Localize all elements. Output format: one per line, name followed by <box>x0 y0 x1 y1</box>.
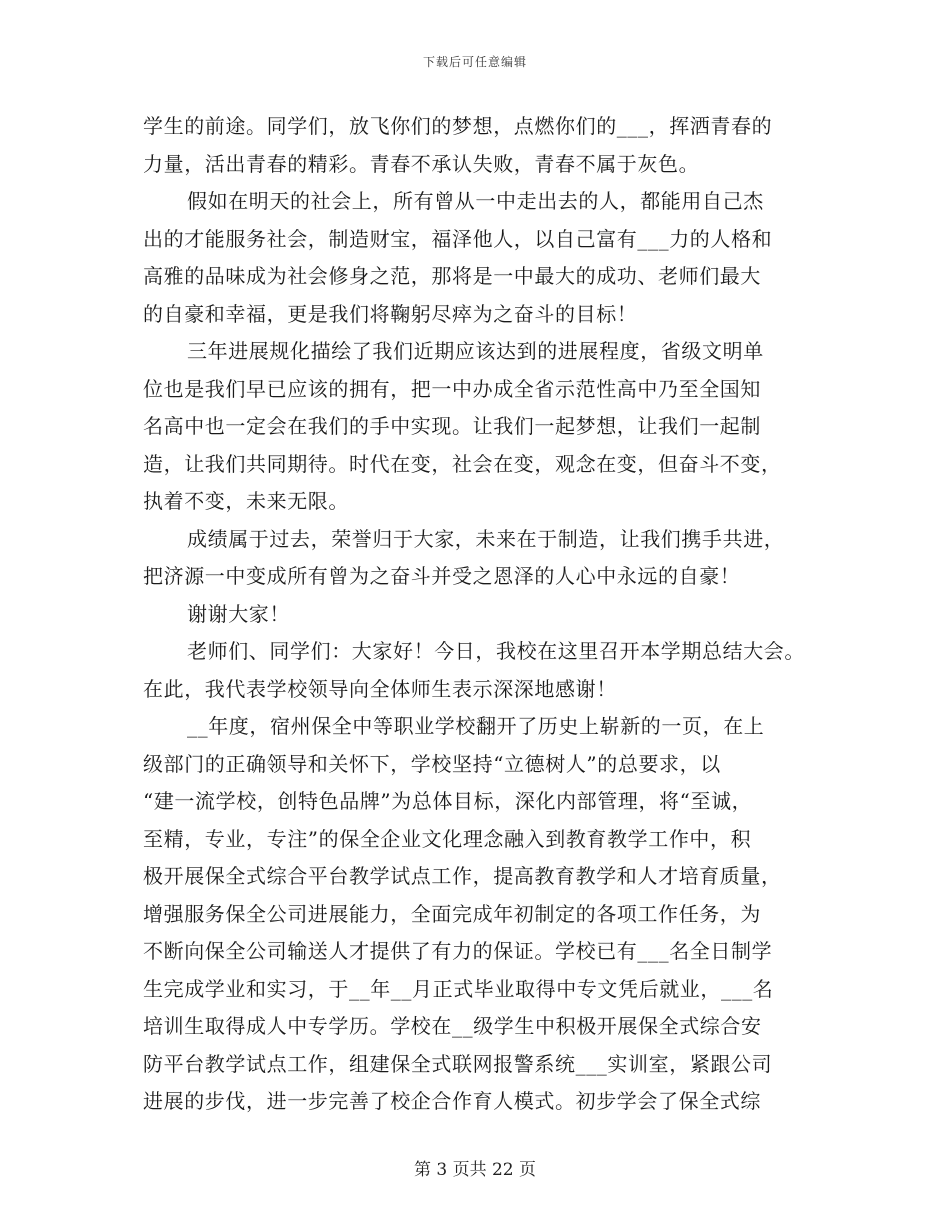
text-line: 执着不变，未来无限。 <box>143 489 349 513</box>
text-line: 位也是我们早已应该的拥有，把一中办成全省示范性高中乃至全国知 <box>143 376 761 401</box>
page-number: 第 3 页共 22 页 <box>413 1160 537 1180</box>
text-line: 学生的前途。同学们，放飞你们的梦想，点燃你们的___，挥洒青春的 <box>143 114 773 138</box>
text-line: 培训生取得成人中专学历。学校在__级学生中积极开展保全式综合安 <box>143 1014 762 1038</box>
text-line: 进展的步伐，进一步完善了校企合作育人模式。初步学会了保全式综 <box>143 1089 761 1113</box>
text-line: 的自豪和幸福，更是我们将鞠躬尽瘁为之奋斗的目标！ <box>143 301 638 326</box>
text-line: 增强服务保全公司进展能力，全面完成年初制定的各项工作任务，为 <box>143 901 761 926</box>
text-line: 极开展保全式综合平台教学试点工作，提高教育教学和人才培育质量， <box>143 864 782 888</box>
text-line: 造，让我们共同期待。时代在变，社会在变，观念在变，但奋斗不变， <box>143 451 782 476</box>
text-line: 级部门的正确领导和关怀下，学校坚持“立德树人”的总要求，以 <box>143 751 721 776</box>
text-line: 三年进展规化描绘了我们近期应该达到的进展程度，省级文明单 <box>187 339 764 363</box>
text-line: 成绩属于过去，荣誉归于大家，未来在于制造，让我们携手共进， <box>187 526 785 551</box>
page-header: 下载后可任意编辑 <box>422 55 527 69</box>
text-line: 出的才能服务社会，制造财宝，福泽他人，以自己富有___力的人格和 <box>143 226 773 251</box>
text-line: 老师们、同学们：大家好！今日，我校在这里召开本学期总结大会。 <box>187 639 805 663</box>
document-body <box>143 108 807 1121</box>
text-line: 至精，专业，专注”的保全企业文化理念融入到教育教学工作中，积 <box>143 826 752 851</box>
text-line: 高雅的品味成为社会修身之范，那将是一中最大的成功、老师们最大 <box>143 264 761 288</box>
text-line: 力量，活出青春的精彩。青春不承认失败，青春不属于灰色。 <box>143 151 700 176</box>
text-line: 把济源一中变成所有曾为之奋斗并受之恩泽的人心中永远的自豪！ <box>143 564 741 588</box>
text-line: 在此，我代表学校领导向全体师生表示深深地感谢！ <box>143 676 617 701</box>
text-line: 谢谢大家！ <box>187 601 290 626</box>
text-line: __年度，宿州保全中等职业学校翻开了历史上崭新的一页，在上 <box>187 714 765 738</box>
text-line: 不断向保全公司输送人才提供了有力的保证。学校已有___名全日制学 <box>143 939 773 963</box>
text-line: 名高中也一定会在我们的手中实现。让我们一起梦想，让我们一起制 <box>143 414 761 438</box>
text-line: “建一流学校，创特色品牌”为总体目标，深化内部管理，将“至诚， <box>143 789 753 813</box>
text-line: 防平台教学试点工作，组建保全式联网报警系统___实训室，紧跟公司 <box>143 1051 773 1076</box>
text-line: 假如在明天的社会上，所有曾从一中走出去的人，都能用自己杰 <box>187 189 764 213</box>
text-line: 生完成学业和实习，于__年__月正式毕业取得中专文凭后就业，___名 <box>143 976 774 1001</box>
